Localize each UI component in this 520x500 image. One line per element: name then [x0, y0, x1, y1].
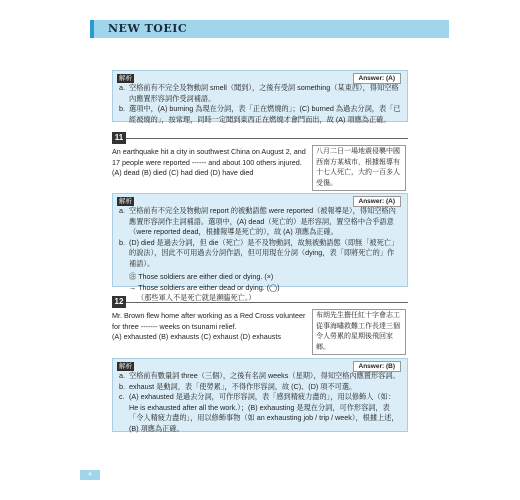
question-rule: [126, 138, 408, 139]
question-options: (A) exhausted (B) exhausts (C) exhaust (D) exhausts: [112, 332, 281, 341]
explanation-item: b. (D) died 是過去分詞，但 die（死亡）是不及物動詞，故無被動語態（即無「被死亡」的說法），因此不可用過去分詞作語，但可用現在分詞（dying，表「即將死亡的」作補語）。: [119, 237, 399, 268]
note-line-2: → Those soldiers are either dead or dying. (◯): [129, 282, 280, 292]
question-text: [112, 147, 308, 179]
question-stem: An earthquake hit a city in southwest China on August 2, and 17 people were reported ------ and about 100 others injured.: [112, 147, 306, 167]
question-rule: [126, 302, 408, 303]
header-title: NEW TOEIC: [108, 22, 188, 35]
question-number: 12: [112, 296, 126, 308]
question-number: 11: [112, 132, 126, 144]
explanation-item: a. 空格前有不完全及物動詞 smell（聞到），之後有受詞 something（某東西），得知空格內應置形容詞作受詞補語。: [119, 83, 399, 103]
explanation-tag: 解析: [119, 198, 132, 205]
note-block: [119, 272, 401, 304]
explanation-tag: 解析: [119, 75, 132, 82]
answer-badge: Answer: (B): [353, 361, 401, 372]
question-text: [112, 311, 308, 343]
explanation-item: a. 空格前有不完全及物動詞 report 的被動語態 were reported（被報導是），得知空格內應置形容詞作主詞補語。選項中，(A) dead（死亡的）是形容詞，置空格中合乎語意（were reported dead，根據報導是死亡的），故 (A) 項應為正確。: [119, 206, 396, 236]
explanation-box-q12: [112, 358, 408, 432]
explanation-list: [119, 206, 401, 269]
question-options: (A) dead (B) died (C) had died (D) have died: [112, 168, 254, 177]
answer-badge: Answer: (A): [353, 73, 401, 84]
header-bar: [90, 20, 449, 38]
explanation-item: c. (A) exhausted 是過去分詞，可作形容詞，表「感到精疲力盡的」，用以修飾人（如：He is exhausted after all the work.）；(B) exhausting 是現在分詞，可作形容詞，表「令人精疲力盡的」，用以修飾事物（如 an exhausting job / trip / week），根據上述，(B) 項應為正確。: [119, 392, 399, 433]
explanation-list: [119, 83, 401, 125]
note-line-1: ㊟ Those soldiers are either died or dying. (×): [129, 272, 274, 281]
explanation-box-prev: [112, 70, 408, 122]
translation-box: 布朗先生擔任紅十字會志工從事海嘯救難工作長達三個令人勞累的星期後飛回家鄉。: [312, 309, 406, 355]
question-stem: Mr. Brown flew home after working as a Red Cross volunteer for three ------- weeks on tsunami relief.: [112, 311, 306, 331]
explanation-list: [119, 371, 401, 434]
translation-box: 八月二日一場地震侵襲中國西南方某城市，根據報導有十七人死亡，大約一百多人受傷。: [312, 145, 406, 191]
note-line-3: （那些軍人不是死亡就是瀕臨死亡。）: [137, 293, 256, 302]
page-number: 4: [80, 470, 100, 480]
explanation-item: b. exhaust 是動詞，表「使勞累」，不得作形容詞，故 (C)、(D) 項不可選。: [119, 381, 357, 391]
explanation-item: a. 空格前有數量詞 three（三個），之後有名詞 weeks（星期），得知空格內應置形容詞。: [119, 371, 400, 380]
answer-badge: Answer: (A): [353, 196, 401, 207]
explanation-tag: 解析: [119, 363, 132, 370]
explanation-item: b. 選項中，(A) burning 為現在分詞，表「正在燃燒的」；(C) burned 為過去分詞，表「已經被燒的」，按常理，同時一定聞到東西正在燃燒才會鬥而出，故 (A) 項應為正確。: [119, 104, 401, 124]
